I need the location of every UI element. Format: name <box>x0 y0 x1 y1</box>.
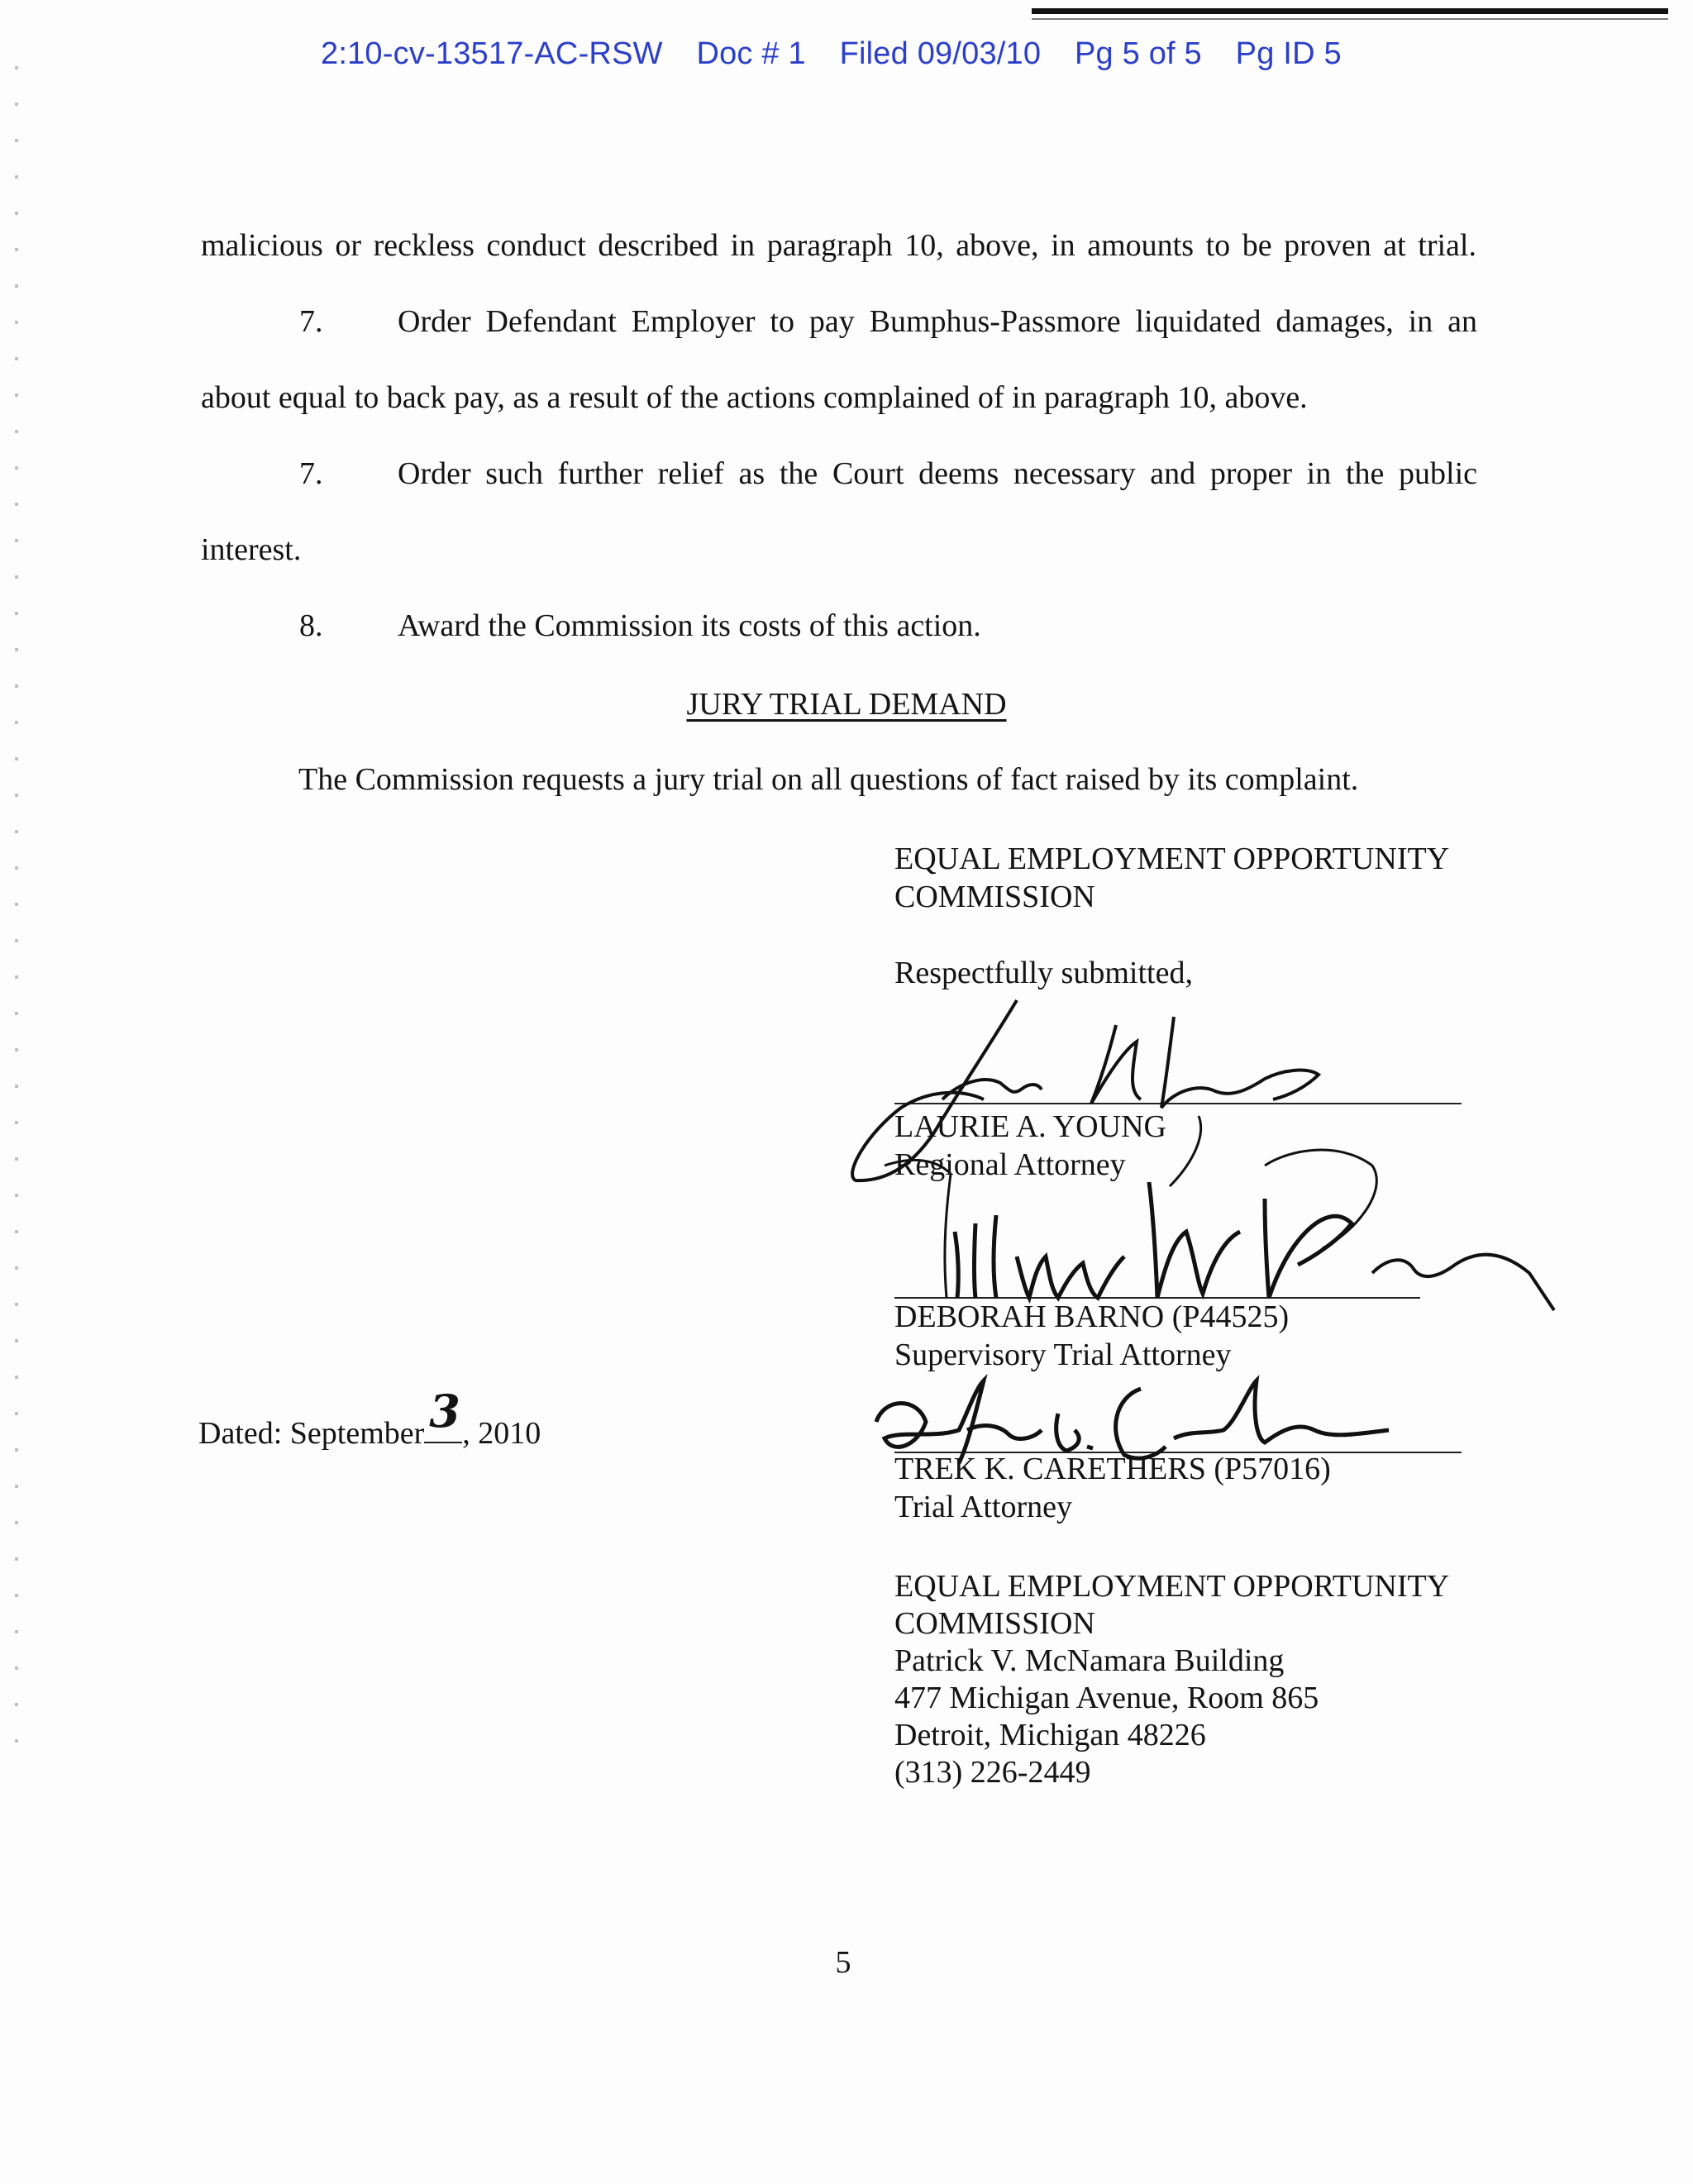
item-7a-line-2: about equal to back pay, as a result of the actions complained of in paragraph 10, above. <box>201 380 1308 415</box>
agency-line-1: EQUAL EMPLOYMENT OPPORTUNITY <box>894 842 1450 876</box>
agency-line-2: COMMISSION <box>894 880 1095 914</box>
item-7a-number: 7. <box>299 304 323 339</box>
item-8-text: Award the Commission its costs of this action. <box>398 608 981 643</box>
dated-prefix: Dated: September <box>198 1416 425 1451</box>
signer-1-title: Regional Attorney <box>894 1147 1126 1182</box>
signer-2-name: DEBORAH BARNO (P44525) <box>894 1299 1290 1334</box>
ecf-filing-header <box>321 36 1366 72</box>
signer-1-name: LAURIE A. YOUNG <box>894 1109 1166 1144</box>
jury-trial-text: The Commission requests a jury trial on all questions of fact raised by its complaint. <box>298 762 1359 797</box>
address-agency-line-1: EQUAL EMPLOYMENT OPPORTUNITY <box>894 1569 1450 1604</box>
item-7b-line-1: Order such further relief as the Court deems necessary and proper in the public <box>398 456 1477 491</box>
item-8-number: 8. <box>299 608 323 643</box>
page-count: Pg 5 of 5 <box>1074 36 1202 71</box>
dated-suffix: , 2010 <box>462 1416 541 1451</box>
body-line-1: malicious or reckless conduct described in paragraph 10, above, in amounts to be proven at trial. <box>201 228 1476 263</box>
header-rule <box>1032 8 1668 14</box>
address-street: 477 Michigan Avenue, Room 865 <box>894 1681 1319 1715</box>
address-agency-line-2: COMMISSION <box>894 1606 1095 1641</box>
filed-date: Filed 09/03/10 <box>839 36 1042 71</box>
case-number: 2:10-cv-13517-AC-RSW <box>321 36 663 71</box>
signer-3-name: TREK K. CARETHERS (P57016) <box>894 1452 1331 1486</box>
header-rule-thin <box>1032 18 1668 20</box>
page-number: 5 <box>835 1945 851 1980</box>
signer-2-title: Supervisory Trial Attorney <box>894 1338 1232 1372</box>
doc-number: Doc # 1 <box>696 36 806 71</box>
dated-day-handwritten: 3 <box>429 1385 460 1438</box>
signer-3-title: Trial Attorney <box>894 1490 1072 1524</box>
item-7b-line-2: interest. <box>201 532 302 567</box>
address-building: Patrick V. McNamara Building <box>894 1643 1285 1678</box>
signature-deborah-barno <box>876 1133 1562 1314</box>
address-block <box>894 1568 1449 1791</box>
page-id: Pg ID 5 <box>1235 36 1342 71</box>
address-phone: (313) 226-2449 <box>894 1755 1091 1790</box>
scan-edge-artifact <box>15 33 18 1769</box>
signature-trek-carethers <box>868 1364 1397 1480</box>
item-7b-number: 7. <box>299 456 323 491</box>
address-city: Detroit, Michigan 48226 <box>894 1718 1206 1752</box>
item-7a-line-1: Order Defendant Employer to pay Bumphus-Passmore liquidated damages, in an <box>398 304 1477 339</box>
dated-line <box>198 1385 541 1452</box>
closing: Respectfully submitted, <box>894 956 1193 990</box>
dated-day-blank <box>424 1385 462 1443</box>
signature-agency <box>894 840 1449 916</box>
jury-trial-heading: JURY TRIAL DEMAND <box>686 687 1007 722</box>
